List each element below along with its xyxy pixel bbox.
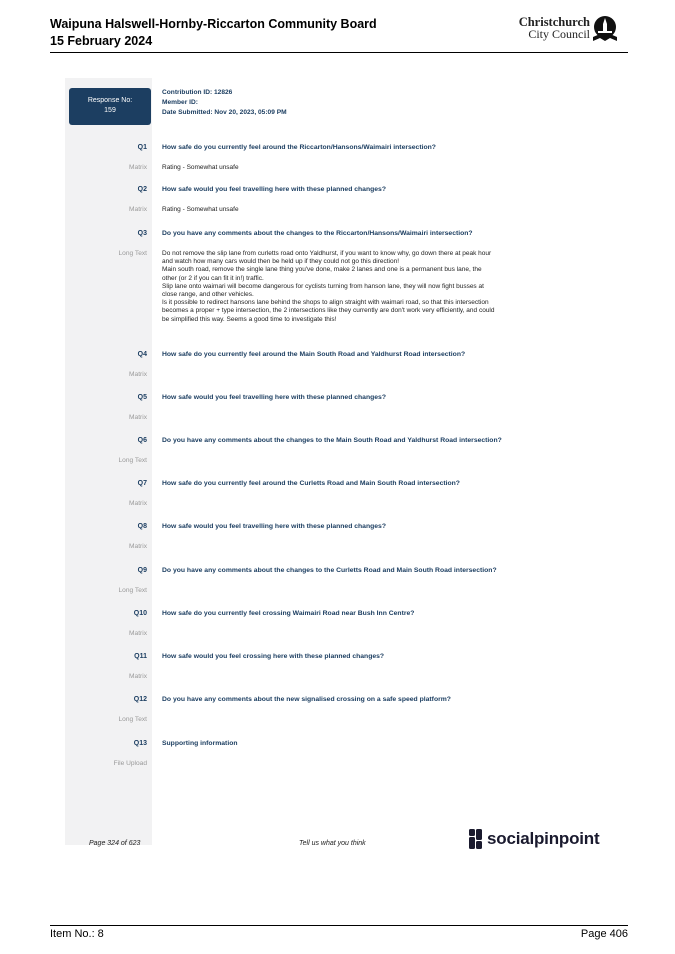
- question-number: Q11: [134, 653, 147, 660]
- question-text: How safe would you feel travelling here with these planned changes?: [162, 186, 386, 193]
- answer-text: Rating - Somewhat unsafe: [162, 206, 239, 213]
- scan-tagline: Tell us what you think: [299, 840, 366, 847]
- meeting-date: 15 February 2024: [50, 34, 153, 48]
- response-number-badge: [69, 88, 151, 125]
- question-number: Q3: [137, 230, 147, 237]
- socialpinpoint-mark-icon: [469, 829, 483, 849]
- question-type: Matrix: [129, 414, 147, 421]
- question-type: Matrix: [129, 371, 147, 378]
- answer-line: Do not remove the slip lane from curletts road onto Yaldhurst, if you want to know why, go down there at peak hour: [162, 250, 492, 257]
- question-text: Do you have any comments about the new signalised crossing on a safe speed platform?: [162, 696, 451, 703]
- scan-page-number: Page 324 of 623: [89, 840, 141, 847]
- question-number: Q9: [137, 567, 147, 574]
- answer-line: Slip lane onto waimari will become dangerous for cyclists turning from hanson lane, they will now fight busses at: [162, 282, 484, 290]
- answer-text: Rating - Somewhat unsafe: [162, 164, 239, 171]
- question-type: Matrix: [129, 500, 147, 507]
- question-type: Matrix: [129, 543, 147, 550]
- question-text: How safe do you currently feel around the Main South Road and Yaldhurst Road intersection?: [162, 351, 466, 358]
- question-text: Do you have any comments about the changes to the Curletts Road and Main South Road intersection?: [162, 567, 497, 574]
- question-number: Q5: [137, 394, 147, 401]
- date-label: Date Submitted:: [162, 109, 215, 116]
- question-type: Matrix: [129, 164, 147, 171]
- answer-line: Is it possible to redirect hansons lane behind the shops to align straight with waimari road, so that this intersection: [162, 299, 489, 307]
- document-header: [50, 16, 377, 50]
- question-number: Q2: [137, 186, 147, 193]
- question-text: Supporting information: [162, 740, 238, 747]
- answer-line: other (or 2 if you can fit it in!) traffic.: [162, 274, 264, 282]
- question-type: Matrix: [129, 630, 147, 637]
- question-text: How safe would you feel crossing here with these planned changes?: [162, 653, 385, 660]
- answer-line: close range, and other vehicles.: [162, 291, 254, 299]
- answer-line: becomes a proper + type intersection, the 2 intersections like they currently are don't work very efficiently, and could: [162, 307, 495, 315]
- socialpinpoint-logo: [469, 828, 609, 852]
- question-type: Long Text: [118, 250, 147, 257]
- question-type: Long Text: [118, 457, 147, 464]
- question-text: How safe would you feel travelling here with these planned changes?: [162, 523, 386, 530]
- question-number: Q8: [137, 523, 147, 530]
- survey-response-page: [65, 78, 613, 870]
- socialpinpoint-wordmark: socialpinpoint: [487, 829, 600, 848]
- question-number: Q13: [133, 740, 147, 747]
- question-text: How safe do you currently feel crossing Waimairi Road near Bush Inn Centre?: [162, 610, 415, 617]
- question-text: How safe do you currently feel around the Curletts Road and Main South Road intersection?: [162, 480, 460, 487]
- council-logo: [512, 15, 622, 45]
- question-text: How safe would you feel travelling here with these planned changes?: [162, 394, 386, 401]
- date-submitted: [162, 108, 287, 118]
- question-type: Matrix: [129, 206, 147, 213]
- answer-line: be simplified this way. Seems a good time to investigate this!: [162, 315, 337, 323]
- logo-line1: Christchurch: [518, 15, 590, 29]
- item-number: Item No.: 8: [50, 928, 104, 940]
- footer-rule: [50, 925, 628, 926]
- response-number: 159: [104, 107, 116, 114]
- answer-line: and watch how many cars would then be held up if they could not go this direction!: [162, 258, 400, 266]
- member-id: Member ID:: [162, 99, 198, 106]
- header-rule: [50, 52, 628, 53]
- logo-line2: City Council: [528, 27, 590, 41]
- question-type: Long Text: [118, 587, 147, 594]
- question-number: Q10: [133, 610, 147, 617]
- question-number: Q1: [137, 144, 147, 151]
- question-type: Long Text: [118, 716, 147, 723]
- question-number: Q4: [137, 351, 147, 358]
- question-number: Q7: [137, 480, 147, 487]
- question-text: Do you have any comments about the changes to the Riccarton/Hansons/Waimairi intersection?: [162, 230, 473, 237]
- question-text: Do you have any comments about the changes to the Main South Road and Yaldhurst Road intersection?: [162, 437, 502, 444]
- date-value: Nov 20, 2023, 05:09 PM: [214, 109, 287, 116]
- question-type: File Upload: [113, 760, 147, 767]
- contribution-info: [162, 88, 287, 118]
- question-text: How safe do you currently feel around the Riccarton/Hansons/Waimairi intersection?: [162, 144, 436, 151]
- response-label: Response No:: [87, 97, 133, 104]
- question-number: Q12: [133, 696, 147, 703]
- contribution-id: Contribution ID: 12826: [162, 89, 233, 96]
- page-number: Page 406: [580, 928, 628, 940]
- question-type: Matrix: [129, 673, 147, 680]
- cathedral-logo-icon: [592, 15, 618, 43]
- logo-text: [512, 16, 590, 40]
- long-answer: [162, 250, 594, 324]
- answer-line: Main south road, remove the single lane thing you've done, make 2 lanes and one is a permanent bus lane, the: [162, 266, 482, 274]
- board-title: Waipuna Halswell-Hornby-Riccarton Community Board: [50, 17, 377, 31]
- question-number: Q6: [137, 437, 147, 444]
